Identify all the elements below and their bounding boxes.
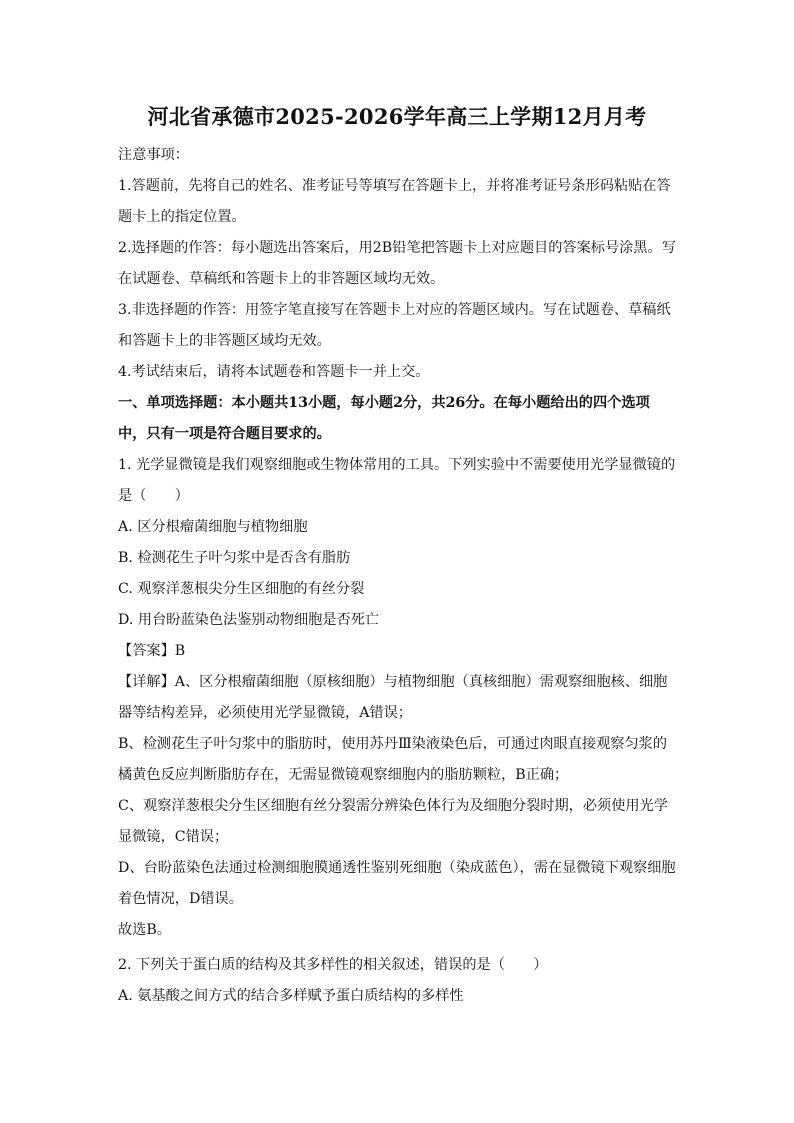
option-c: C. 观察洋葱根尖分生区细胞的有丝分裂 bbox=[118, 581, 365, 597]
answer-line: 【答案】B bbox=[118, 643, 186, 659]
analysis-line: 器等结构差异，必须使用光学显微镜，A错误； bbox=[118, 705, 412, 721]
analysis-line: 【详解】A、区分根瘤菌细胞（原核细胞）与植物细胞（真核细胞）需观察细胞核、细胞 bbox=[118, 674, 668, 690]
notice-line: 在试题卷、草稿纸和答题卡上的非答题区域均无效。 bbox=[118, 271, 445, 287]
page-title: 河北省承德市2025-2026学年高三上学期12月月考 bbox=[147, 104, 647, 129]
option-b: B. 检测花生子叶匀浆中是否含有脂肪 bbox=[118, 550, 351, 566]
notice-line: 和答题卡上的非答题区域均无效。 bbox=[118, 333, 331, 349]
option-a: A. 氨基酸之间方式的结合多样赋予蛋白质结构的多样性 bbox=[118, 988, 464, 1004]
notice-line: 题卡上的指定位置。 bbox=[118, 209, 246, 225]
section-heading: 一、单项选择题：本小题共13小题，每小题2分，共26分。在每小题给出的四个选项 bbox=[118, 395, 650, 411]
question-stem: 是（ ） bbox=[118, 488, 189, 504]
question-stem: 1. 光学显微镜是我们观察细胞或生物体常用的工具。下列实验中不需要使用光学显微镜的 bbox=[118, 457, 676, 473]
notice-line: 3.非选择题的作答：用签字笔直接写在答题卡上对应的答题区域内。写在试题卷、草稿纸 bbox=[118, 302, 671, 318]
notice-line: 1.答题前，先将自己的姓名、准考证号等填写在答题卡上，并将准考证号条形码粘贴在答 bbox=[118, 178, 671, 194]
section-heading: 中，只有一项是符合题目要求的。 bbox=[118, 426, 331, 442]
notice-heading: 注意事项： bbox=[118, 147, 189, 163]
analysis-line: 橘黄色反应判断脂肪存在，无需显微镜观察细胞内的脂肪颗粒，B正确； bbox=[118, 767, 569, 783]
option-a: A. 区分根瘤菌细胞与植物细胞 bbox=[118, 519, 308, 535]
analysis-line: B、检测花生子叶匀浆中的脂肪时，使用苏丹Ⅲ染液染色后，可通过肉眼直接观察匀浆的 bbox=[118, 736, 668, 752]
question-stem: 2. 下列关于蛋白质的结构及其多样性的相关叙述，错误的是（ ） bbox=[118, 957, 548, 973]
option-d: D. 用台盼蓝染色法鉴别动物细胞是否死亡 bbox=[118, 612, 380, 628]
notice-line: 2.选择题的作答：每小题选出答案后，用2B铅笔把答题卡上对应题目的答案标号涂黑。写 bbox=[118, 240, 676, 256]
analysis-line: 显微镜，C错误； bbox=[118, 829, 229, 845]
analysis-line: C、观察洋葱根尖分生区细胞有丝分裂需分辨染色体行为及细胞分裂时期，必须使用光学 bbox=[118, 798, 668, 814]
notice-line: 4.考试结束后，请将本试题卷和答题卡一并上交。 bbox=[118, 364, 430, 380]
analysis-line: 着色情况，D错误。 bbox=[118, 891, 243, 907]
conclusion-line: 故选B。 bbox=[118, 922, 171, 938]
analysis-line: D、台盼蓝染色法通过检测细胞膜通透性鉴别死细胞（染成蓝色），需在显微镜下观察细胞 bbox=[118, 860, 676, 876]
